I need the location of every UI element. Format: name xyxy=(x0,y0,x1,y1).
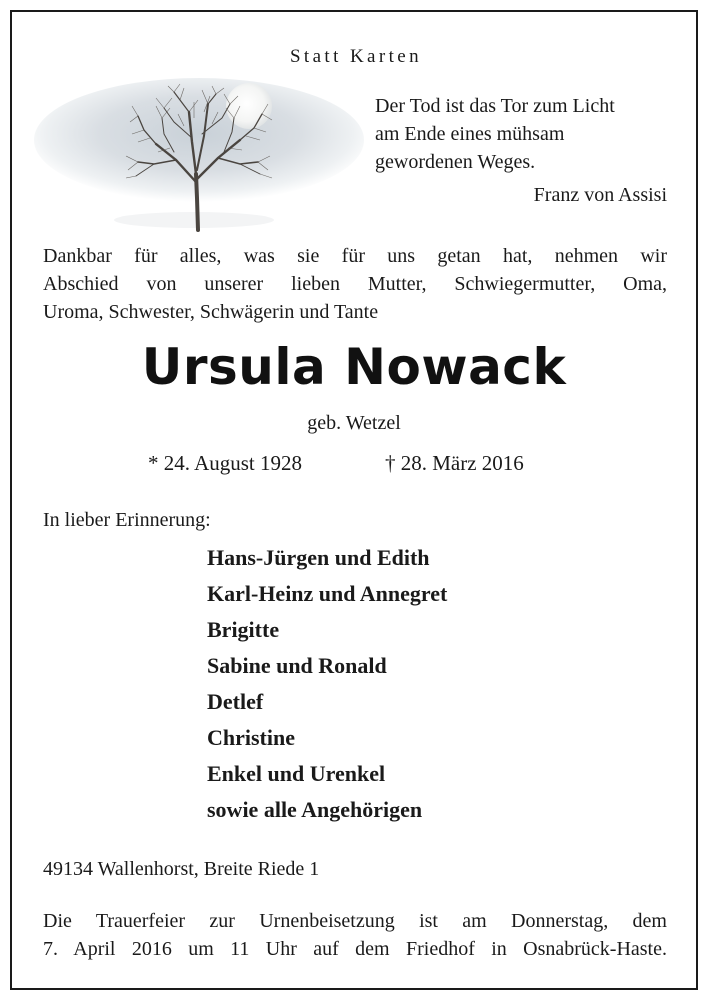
intro-paragraph xyxy=(43,242,667,326)
notice-line: Die Trauerfeier zur Urnenbeisetzung ist am Donnerstag, dem xyxy=(43,910,667,932)
intro-line: Dankbar für alles, was sie für uns getan hat, nehmen wir xyxy=(43,245,667,267)
quote-text xyxy=(375,92,675,176)
mourner-entry: Sabine und Ronald xyxy=(207,653,387,678)
intro-line: Abschied von unserer lieben Mutter, Schwiegermutter, Oma, xyxy=(43,273,667,295)
quote-author: Franz von Assisi xyxy=(533,184,667,206)
family-address: 49134 Wallenhorst, Breite Riede 1 xyxy=(43,858,320,880)
mourner-entry: sowie alle Angehörigen xyxy=(207,797,423,822)
notice-line: 7. April 2016 um 11 Uhr auf dem Friedhof in Osnabrück-Haste. xyxy=(43,938,667,960)
quote-line: gewordenen Weges. xyxy=(375,151,536,173)
mourner-entry: Enkel und Urenkel xyxy=(207,761,386,786)
birth-date: * 24. August 1928 xyxy=(148,451,303,475)
death-date: † 28. März 2016 xyxy=(385,451,524,475)
mourners-list xyxy=(207,540,447,828)
quote-line: Der Tod ist das Tor zum Licht xyxy=(375,95,615,117)
funeral-notice xyxy=(43,907,667,963)
quote-line: am Ende eines mühsam xyxy=(375,123,565,145)
mourner-entry: Karl-Heinz und Annegret xyxy=(207,581,448,606)
mourner-entry: Hans-Jürgen und Edith xyxy=(207,545,430,570)
tree-moon-image xyxy=(34,78,364,238)
mourner-entry: Detlef xyxy=(207,689,264,714)
memory-label: In lieber Erinnerung: xyxy=(43,509,211,531)
mourner-entry: Brigitte xyxy=(207,617,280,642)
birth-name: geb. Wetzel xyxy=(307,412,401,434)
mourner-entry: Christine xyxy=(207,725,295,750)
deceased-name: Ursula Nowack xyxy=(141,338,567,396)
intro-line: Uroma, Schwester, Schwägerin und Tante xyxy=(43,301,379,323)
header-statt-karten: Statt Karten xyxy=(289,46,423,67)
